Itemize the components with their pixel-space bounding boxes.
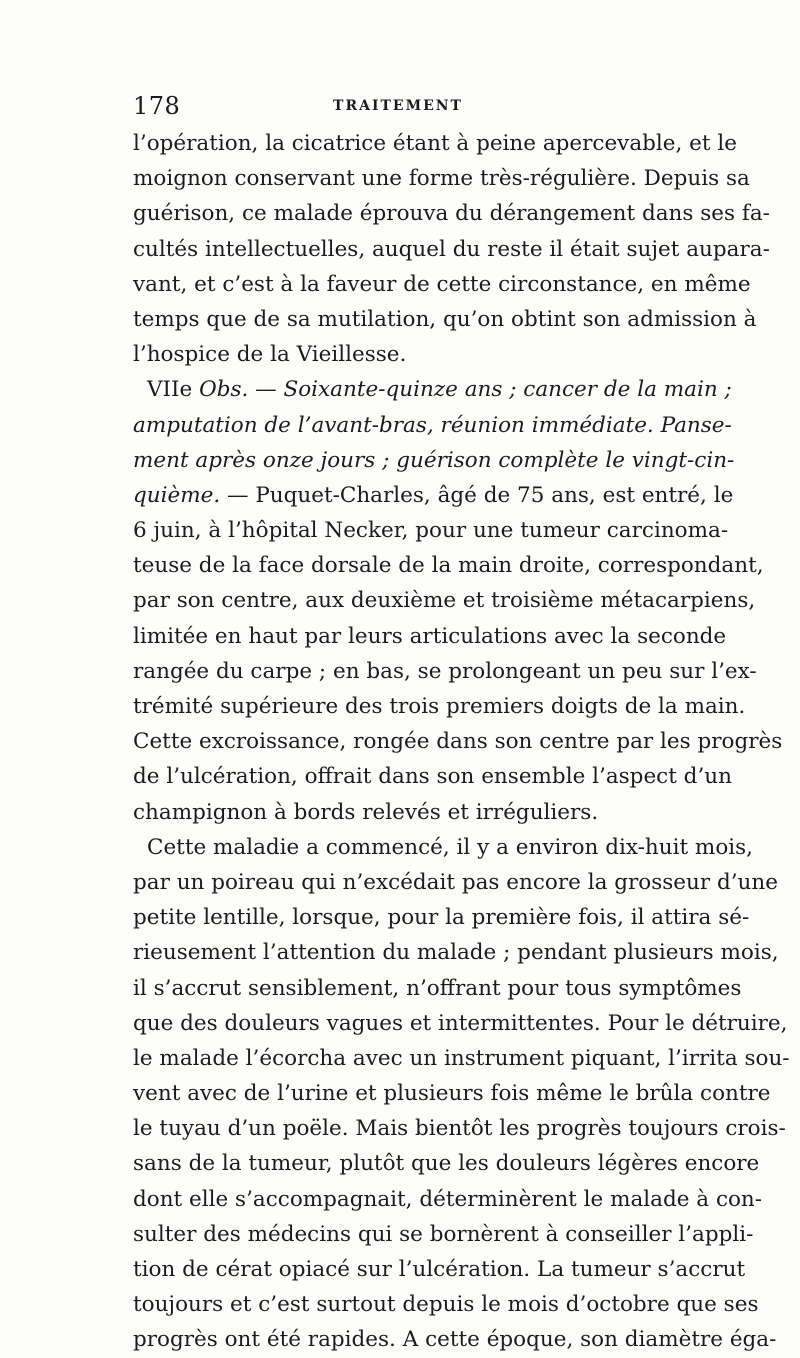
text-run: vent avec de l’urine et plusieurs fois même le brûla contre bbox=[133, 1081, 771, 1107]
text-run: tion de cérat opiacé sur l’ulcération. La tumeur s’accrut bbox=[133, 1257, 746, 1282]
text-line bbox=[133, 548, 764, 583]
text-run: sans de la tumeur, plutôt que les douleurs légères encore bbox=[133, 1151, 760, 1177]
text-line bbox=[133, 337, 668, 372]
text-run: progrès ont été rapides. A cette époque, son diamètre éga- bbox=[133, 1327, 777, 1353]
text-run: l’hospice de la Vieillesse. bbox=[133, 342, 407, 368]
text-line bbox=[133, 654, 757, 689]
text-run: de l’ulcération, offrait dans son ensemble l’aspect d’un bbox=[133, 764, 732, 790]
text-run: teuse de la face dorsale de la main droite, correspondant, bbox=[133, 553, 764, 579]
text-run: limitée en haut par leurs articulations avec la seconde bbox=[133, 623, 727, 649]
text-run: petite lentille, lorsque, pour la première fois, il attira sé- bbox=[133, 905, 750, 931]
text-line bbox=[133, 1041, 790, 1076]
text-line bbox=[133, 830, 754, 865]
text-run: Cette excroissance, rongée dans son centre par les progrès bbox=[133, 729, 783, 755]
text-run: — Puquet-Charles, âgé de 75 ans, est entré, le bbox=[220, 482, 734, 508]
text-line bbox=[133, 232, 770, 267]
text-run: rangée du carpe ; en bas, se prolongeant un peu sur l’ex- bbox=[133, 658, 757, 684]
text-line bbox=[133, 267, 751, 302]
text-line bbox=[133, 900, 750, 935]
text-run: 6 juin, à l’hôpital Necker, pour une tumeur carcinoma- bbox=[133, 518, 729, 544]
italic-text: quième. bbox=[133, 482, 221, 508]
text-run: par un poireau qui n’excédait pas encore la grosseur d’une bbox=[133, 869, 778, 895]
text-run: vant, et c’est à la faveur de cette circonstance, en même bbox=[133, 271, 751, 297]
text-run: le tuyau d’un poële. Mais bientôt les progrès toujours crois- bbox=[133, 1116, 786, 1142]
text-line bbox=[133, 689, 746, 724]
text-line bbox=[133, 1287, 759, 1322]
text-run: cultés intellectuelles, auquel du reste il était sujet aupara- bbox=[133, 236, 770, 262]
text-run: trémité supérieure des trois premiers doigts de la main. bbox=[133, 694, 746, 719]
text-run: temps que de sa mutilation, qu’on obtint son admission à bbox=[133, 306, 757, 332]
body-text bbox=[133, 126, 790, 1358]
text-line bbox=[133, 302, 757, 337]
text-run: moignon conservant une forme très-régulière. Depuis sa bbox=[133, 166, 750, 192]
text-run: toujours et c’est surtout depuis le mois d’octobre que ses bbox=[133, 1292, 759, 1318]
text-run: sulter des médecins qui se bornèrent à conseiller l’appli- bbox=[133, 1221, 754, 1247]
text-line bbox=[133, 372, 732, 407]
text-line bbox=[133, 1111, 786, 1146]
text-line bbox=[133, 408, 732, 443]
italic-text: Obs. — Soixante-quinze ans ; cancer de la main ; bbox=[199, 377, 732, 403]
italic-text: ment après onze jours ; guérison complète le vingt-cin- bbox=[133, 447, 735, 473]
text-line bbox=[133, 1076, 771, 1111]
page-header bbox=[133, 92, 663, 122]
text-line bbox=[133, 513, 729, 548]
text-run: le malade l’écorcha avec un instrument piquant, l’irrita sou- bbox=[133, 1045, 790, 1071]
text-line bbox=[133, 1146, 760, 1181]
text-line bbox=[133, 1182, 763, 1217]
text-line bbox=[133, 1006, 788, 1041]
text-run: VIIe bbox=[147, 377, 200, 403]
text-run: l’opération, la cicatrice étant à peine apercevable, et le bbox=[133, 131, 737, 156]
text-line bbox=[133, 443, 735, 478]
text-run: rieusement l’attention du malade ; pendant plusieurs mois, bbox=[133, 940, 779, 966]
text-line bbox=[133, 935, 779, 970]
text-line bbox=[133, 724, 783, 759]
text-line bbox=[133, 759, 732, 794]
text-line bbox=[133, 583, 756, 618]
text-run: il s’accrut sensiblement, n’offrant pour tous symptômes bbox=[133, 975, 742, 1001]
text-line bbox=[133, 196, 770, 231]
text-line bbox=[133, 865, 778, 900]
text-run: que des douleurs vagues et intermittentes. Pour le détruire, bbox=[133, 1010, 788, 1036]
text-line bbox=[133, 971, 742, 1006]
text-line bbox=[133, 161, 750, 196]
text-line bbox=[133, 478, 734, 513]
running-head: TRAITEMENT bbox=[333, 98, 463, 114]
text-run: champignon à bords relevés et irréguliers. bbox=[133, 799, 599, 825]
text-line bbox=[133, 1252, 746, 1287]
text-run: Cette maladie a commencé, il y a environ dix-huit mois, bbox=[147, 834, 754, 860]
page-number: 178 bbox=[133, 92, 181, 120]
text-run: par son centre, aux deuxième et troisième métacarpiens, bbox=[133, 588, 756, 614]
text-line bbox=[133, 795, 668, 830]
text-run: guérison, ce malade éprouva du dérangement dans ses fa- bbox=[133, 201, 770, 227]
italic-text: amputation de l’avant-bras, réunion immédiate. Panse- bbox=[133, 412, 732, 438]
text-run: dont elle s’accompagnait, déterminèrent le malade à con- bbox=[133, 1186, 763, 1212]
text-line bbox=[133, 619, 727, 654]
text-line bbox=[133, 1322, 777, 1357]
text-line bbox=[133, 126, 737, 161]
text-line bbox=[133, 1217, 754, 1252]
